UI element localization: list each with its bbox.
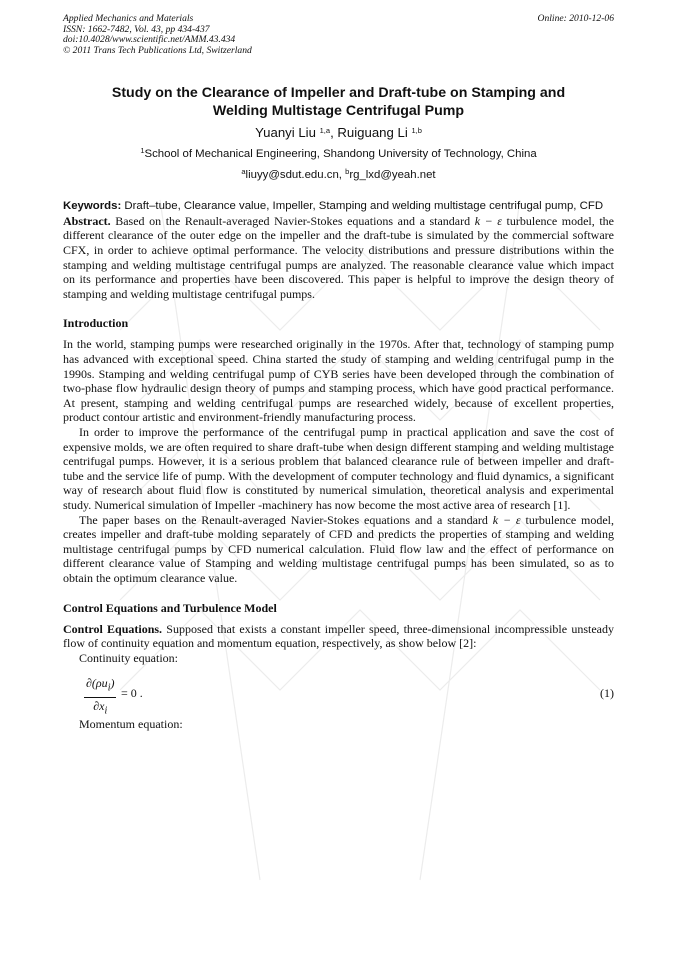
equation-denominator bbox=[84, 698, 116, 719]
journal-copyright: © 2011 Trans Tech Publications Ltd, Switzerland bbox=[63, 44, 252, 56]
email-address: rg_lxd@yeah.net bbox=[349, 169, 436, 182]
affiliation bbox=[63, 147, 614, 161]
control-equations-heading: Control Equations and Turbulence Model bbox=[63, 600, 277, 615]
email-separator: , bbox=[338, 169, 346, 182]
numerator-text: ∂(ρu bbox=[86, 676, 108, 691]
abstract-label: Abstract. bbox=[63, 213, 111, 228]
control-equations-paragraph bbox=[63, 622, 614, 651]
author-emails bbox=[63, 168, 614, 182]
author-affiliation-mark: 1,b bbox=[411, 126, 422, 136]
journal-header bbox=[63, 14, 614, 56]
introduction-paragraph-3 bbox=[63, 513, 614, 586]
introduction-heading: Introduction bbox=[63, 316, 129, 331]
author-name: Yuanyi Liu bbox=[255, 125, 316, 141]
email-address: liuyy@sdut.edu.cn bbox=[245, 169, 339, 182]
continuity-equation-label: Continuity equation: bbox=[79, 650, 178, 665]
affiliation-text: School of Mechanical Engineering, Shandong University of Technology, China bbox=[144, 148, 537, 161]
paper-title-line-1: Study on the Clearance of Impeller and Draft-tube on Stamping and bbox=[111, 85, 566, 102]
denominator-subscript: i bbox=[104, 705, 108, 717]
keywords-text: Draft–tube, Clearance value, Impeller, Stamping and welding multistage centrifugal pump, CFD bbox=[121, 200, 604, 213]
introduction-paragraph-1: In the world, stamping pumps were researched originally in the 1970s. After that, technology of stamping pump has advanced with exceptional speed. China started the study of stamping and welding centrifugal pump in the 1990s. Stamping and welding centrifugal pump of CYB series have been developed through the combination of two-phase flow hydraulic design theory of pumps and stamping process, which have good practical performance. At present, stamping and welding centrifugal pumps are researched widely, because of excellent properties, product contour artistic and environment-friendly manufacturing process. bbox=[63, 337, 614, 425]
paper-page bbox=[63, 14, 614, 732]
control-equations-text: Supposed that exists a constant impeller speed, three-dimensional incompressible unsteady flow of continuity equation and momentum equation, respectively, as show below [2]: bbox=[63, 621, 614, 651]
keywords-label: Keywords: bbox=[63, 200, 122, 213]
author-separator: , bbox=[330, 125, 338, 141]
abstract bbox=[63, 214, 614, 302]
intro-p3-math: k − ε bbox=[492, 512, 521, 527]
author-affiliation-mark: 1,a bbox=[319, 126, 331, 136]
email-mark: b bbox=[345, 167, 350, 177]
continuity-equation bbox=[63, 673, 614, 717]
intro-p3-text-1: The paper bases on the Renault-averaged Navier-Stokes equations and a standard bbox=[79, 512, 493, 527]
keywords bbox=[63, 199, 614, 214]
abstract-text-1: Based on the Renault-averaged Navier-Stokes equations and a standard bbox=[110, 213, 475, 228]
control-equations-label: Control Equations. bbox=[63, 621, 163, 636]
equation-rhs: = 0 . bbox=[121, 686, 143, 701]
author-name: Ruiguang Li bbox=[337, 125, 408, 141]
numerator-subscript: i bbox=[107, 682, 111, 694]
introduction-paragraph-2: In order to improve the performance of the centrifugal pump in practical application and save the cost of expensive molds, we are often required to share draft-tube when design different stamping and welding multistage centrifugal pumps. However, it is a serious problem that balanced clearance rule of between impeller and draft-tube and the service life of pump. With the development of computer technology and fluid dynamics, a significant way of research about fluid flow is constituted by numerical simulation, theoretical analysis and experimental study. Numerical simulation of Impeller -machinery has now become the most active area of research [1]. bbox=[63, 425, 614, 512]
equation-numerator bbox=[84, 675, 116, 697]
journal-issn: ISSN: 1662-7482, Vol. 43, pp 434-437 bbox=[63, 23, 210, 35]
journal-name: Applied Mechanics and Materials bbox=[63, 13, 194, 24]
journal-doi: doi:10.4028/www.scientific.net/AMM.43.434 bbox=[63, 34, 236, 46]
momentum-equation-label: Momentum equation: bbox=[79, 717, 183, 732]
abstract-text-2: turbulence model, the different clearance of the outer edge on the impeller and the draft-tube is simulated by the commercial software CFX, in order to achieve optimal performance. The velocity distributions and pressure distributions within the stamping and welding multistage centrifugal pumps are analyzed. The reasonable clearance value which impact on its performance and properties have been discovered. This paper is helpful to improve the design theory of stamping and welding multistage centrifugal pumps. bbox=[63, 213, 614, 301]
paper-title-line-2: Welding Multistage Centrifugal Pump bbox=[212, 103, 465, 120]
online-date: Online: 2010-12-06 bbox=[537, 13, 614, 24]
affiliation-mark: 1 bbox=[140, 146, 145, 156]
intro-p3-text-2: turbulence model, creates impeller and draft-tube molding separately of CFD and predicts the properties of stamping and welding multistage centrifugal pumps by CFD numerical calculation. Fluid flow law and the effect of performance on different clearance value of Stamping and welding multistage centrifugal pumps has been simulated, so as to obtain the optimum clearance value. bbox=[63, 512, 615, 585]
abstract-math: k − ε bbox=[474, 213, 502, 228]
paper-title bbox=[63, 84, 614, 120]
numerator-close: ) bbox=[110, 676, 115, 691]
equation-fraction bbox=[84, 675, 116, 719]
author-list bbox=[63, 125, 614, 141]
email-mark: a bbox=[241, 167, 246, 177]
equation-number: (1) bbox=[600, 686, 614, 701]
denominator-text: ∂x bbox=[93, 698, 105, 713]
